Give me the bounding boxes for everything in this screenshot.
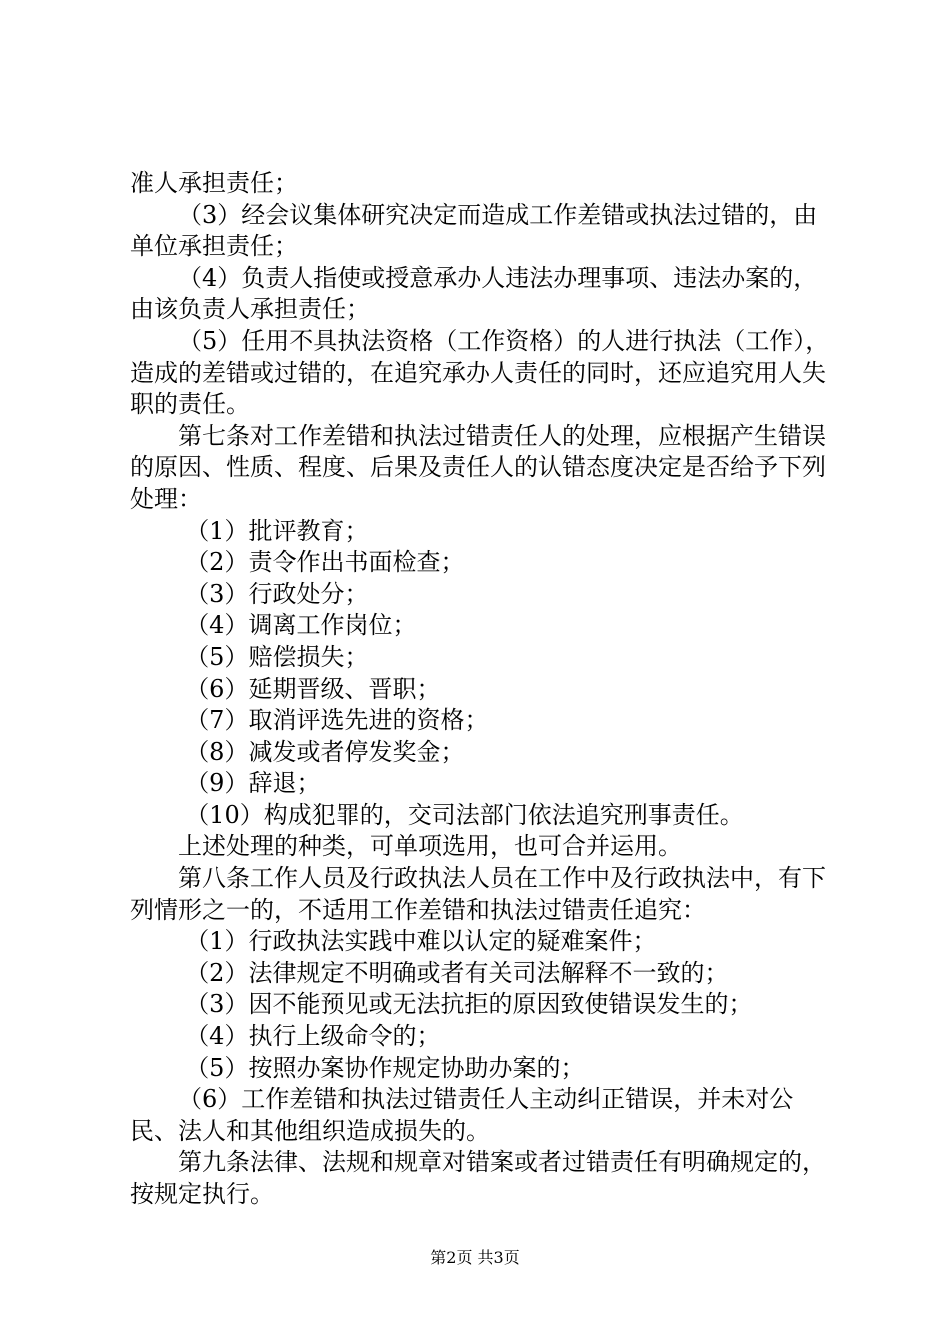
list-item: （7）取消评选先进的资格； [185, 706, 489, 735]
list-item: （1）行政执法实践中难以认定的疑难案件； [185, 927, 657, 956]
list-item: （2）责令作出书面检查； [185, 548, 465, 577]
list-item: （3）行政处分； [185, 579, 369, 608]
list-item: （3）因不能预见或无法抗拒的原因致使错误发生的； [185, 990, 753, 1019]
paragraph: （3）经会议集体研究决定而造成工作差错或执法过错的，由单位承担责任； [130, 200, 818, 261]
paragraph: （5）任用不具执法资格（工作资格）的人进行执法（工作），造成的差错或过错的，在追究承办人责任的同时，还应追究用人失职的责任。 [130, 326, 830, 419]
document-body [130, 168, 835, 1211]
list-item: （2）法律规定不明确或者有关司法解释不一致的； [185, 958, 729, 987]
paragraph: 准人承担责任； [130, 169, 298, 197]
list-item: （1）批评教育； [185, 516, 369, 545]
paragraph: （6）工作差错和执法过错责任人主动纠正错误，并未对公民、法人和其他组织造成损失的。 [130, 1085, 794, 1145]
list-item: （8）减发或者停发奖金； [185, 737, 465, 766]
list-item: （5）赔偿损失； [185, 642, 369, 671]
list-item: （4）调离工作岗位； [185, 611, 417, 640]
page-footer [0, 1245, 950, 1268]
paragraph: 上述处理的种类，可单项选用，也可合并运用。 [178, 832, 682, 861]
list-item: （5）按照办案协作规定协助办案的； [185, 1053, 585, 1082]
page-number: 第2页 共3页 [430, 1248, 520, 1267]
list-item: （4）执行上级命令的； [185, 1022, 441, 1051]
paragraph: 第九条法律、法规和规章对错案或者过错责任有明确规定的，按规定执行。 [130, 1148, 826, 1208]
paragraph: （4）负责人指使或授意承办人违法办理事项、违法办案的，由该负责人承担责任； [130, 263, 818, 324]
list-item: （10）构成犯罪的，交司法部门依法追究刑事责任。 [185, 800, 744, 829]
list-item: （9）辞退； [185, 769, 321, 798]
paragraph: 第八条工作人员及行政执法人员在工作中及行政执法中，有下列情形之一的，不适用工作差错和执法过错责任追究： [130, 864, 826, 924]
paragraph: 第七条对工作差错和执法过错责任人的处理，应根据产生错误的原因、性质、程度、后果及责任人的认错态度决定是否给予下列处理： [130, 421, 826, 513]
list-item: （6）延期晋级、晋职； [185, 674, 441, 703]
